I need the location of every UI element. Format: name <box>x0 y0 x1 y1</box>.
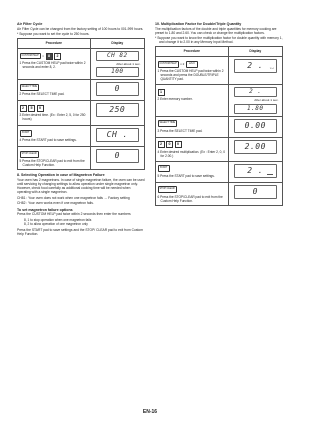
page-number: EN-16 <box>142 409 158 415</box>
step-text: 4 Press the START pad to save settings. <box>19 138 77 143</box>
magnetron-option-2: 8, 2 to allow operation of one magnetron only <box>24 221 88 226</box>
right-column <box>155 22 283 206</box>
step-text: 3 Enter desired time. (Ex : Enter 2, 5, 0 for 250 hours) <box>19 113 86 122</box>
display-header: Display <box>90 39 144 49</box>
digit-key: 0 <box>37 105 44 113</box>
lcd-display: 0.00 <box>244 120 266 130</box>
digit-key: 2 <box>20 105 27 113</box>
after-note: After about 1 sec. <box>254 98 279 103</box>
times-symbol: × <box>42 54 44 59</box>
stop-clear-key: STOP CLEAR <box>158 186 177 192</box>
display-header: Display <box>228 47 282 57</box>
multiplication-text: The multiplication factors of the double and triple quantities for memory cooking are preset to 1.80 and 2.60. You can check or change the multiplication factors. <box>155 26 277 35</box>
left-column <box>17 22 145 237</box>
start-key: START <box>20 130 32 136</box>
step-text: 1 Press the CUSTOM HELP pad twice within 2 seconds and enter 8, 2. <box>19 61 86 70</box>
digit-key: 2 <box>158 141 165 149</box>
lcd-display: 2 . <box>247 165 264 175</box>
lcd-display: 2 . <box>247 61 264 71</box>
select-time-key: SELECT TIME <box>158 120 178 126</box>
digit-key: 0 <box>166 141 173 149</box>
lcd-display: 0 <box>252 186 258 196</box>
lcd-display: 1.80 <box>247 104 264 112</box>
digit-key: 2 <box>54 53 61 61</box>
magnetron-title: 8. Selecting Operation in case of Magnetron Failure <box>17 173 105 178</box>
magnetron-option-1: 8, 1 to stop operation when one magnetron fails <box>24 217 92 222</box>
air-filter-note: * Suppose you want to set the cycle to 250 hours. <box>17 32 90 37</box>
lcd-indicator-dash <box>267 174 273 175</box>
digit-key: 1 <box>158 89 165 97</box>
digit-key: 0 <box>175 141 182 149</box>
step-text: 2 Enter memory number. <box>157 97 193 102</box>
lcd-display: 0 <box>114 84 120 94</box>
step-text: 1 Press the CUSTOM HELP pad twice within 2 seconds and press the DOUBLE/TRIPLE QUANTITY pad. <box>157 69 224 82</box>
step-text: 3 Press the SELECT TIME pad. <box>157 128 203 133</box>
step-text: 5 Press the START pad to save settings. <box>157 173 215 178</box>
stop-clear-key: STOP CLEAR <box>20 151 39 157</box>
custom-help-key: CUSTOM HELP <box>20 53 41 59</box>
magnetron-text: Your oven has 2 magnetrons. In case of single magnetron failure, the oven can be used until servicing by changing settings to allow operation under single magnetron only. However, check food carefully as additional cooking time will be needed when operating with a single magnetron. <box>17 177 145 195</box>
lcd-display: 2.00 <box>244 141 266 151</box>
air-filter-title: Air Filter Cycle <box>17 22 43 26</box>
step-text: 2 Press the SELECT TIME pad. <box>19 92 65 97</box>
air-filter-procedure-table <box>17 38 145 170</box>
custom-help-key: CUSTOM HELP <box>158 61 179 67</box>
step-text: 4 Enter desired multiplication. (Ex : Enter 2, 0, 0 for 2.00.) <box>157 149 226 158</box>
lcd-display: 250 <box>109 105 126 115</box>
multiplication-procedure-table <box>155 46 283 205</box>
multiplication-title: 10. Multiplication Factor for Double/Triple Quantity <box>155 22 242 26</box>
lcd-display: 0 <box>114 151 120 161</box>
digit-key: 5 <box>28 105 35 113</box>
times-two-label: x 2 <box>180 62 185 67</box>
after-note: After about 1 sec. <box>116 62 141 67</box>
magnetron-set-text: Press the CUSTOM HELP pad twice within 2 seconds then enter the numbers <box>17 212 131 217</box>
lcd-display: CH . <box>106 130 128 140</box>
step-text: 6 Press the STOP/CLEAR pad to exit from the Custom Help Function. <box>157 194 223 203</box>
magnetron-save-text: Press the START pad to save settings and the STOP/ CLEAR pad to exit from Custom Help Function. <box>17 227 144 236</box>
ch81-option: CH81 : Your oven does not work when one magnetron fails → Factory setting <box>17 195 130 200</box>
select-time-key: SELECT TIME <box>20 84 40 90</box>
air-filter-text: Air Filter Cycle can be changed from the factory setting of 100 hours to 001-999 hours. <box>17 26 144 31</box>
lcd-display: CH 82 <box>107 52 128 60</box>
step-text: 5 Press the STOP/CLEAR pad to exit from the Custom Help Function. <box>19 159 85 168</box>
digit-key: 8 <box>46 53 53 61</box>
ch82-option: CH82 : Your oven works even if one magnetron fails. <box>17 201 94 206</box>
lcd-indicator: W x2 <box>269 68 274 71</box>
magnetron-set-title: To set magnetron failure options <box>17 207 73 212</box>
procedure-header: Procedure <box>156 47 229 57</box>
lcd-display: 2 . <box>249 88 262 96</box>
double-triple-key: x2/x3 <box>186 61 198 67</box>
multiplication-note: * Suppose you want to know the multiplication factor for double quantity with memory 1, and change it to 2.00 in any Memory Input Method. <box>155 36 283 45</box>
lcd-display: 100 <box>111 68 124 76</box>
start-key: START <box>158 165 170 171</box>
procedure-header: Procedure <box>18 39 91 49</box>
